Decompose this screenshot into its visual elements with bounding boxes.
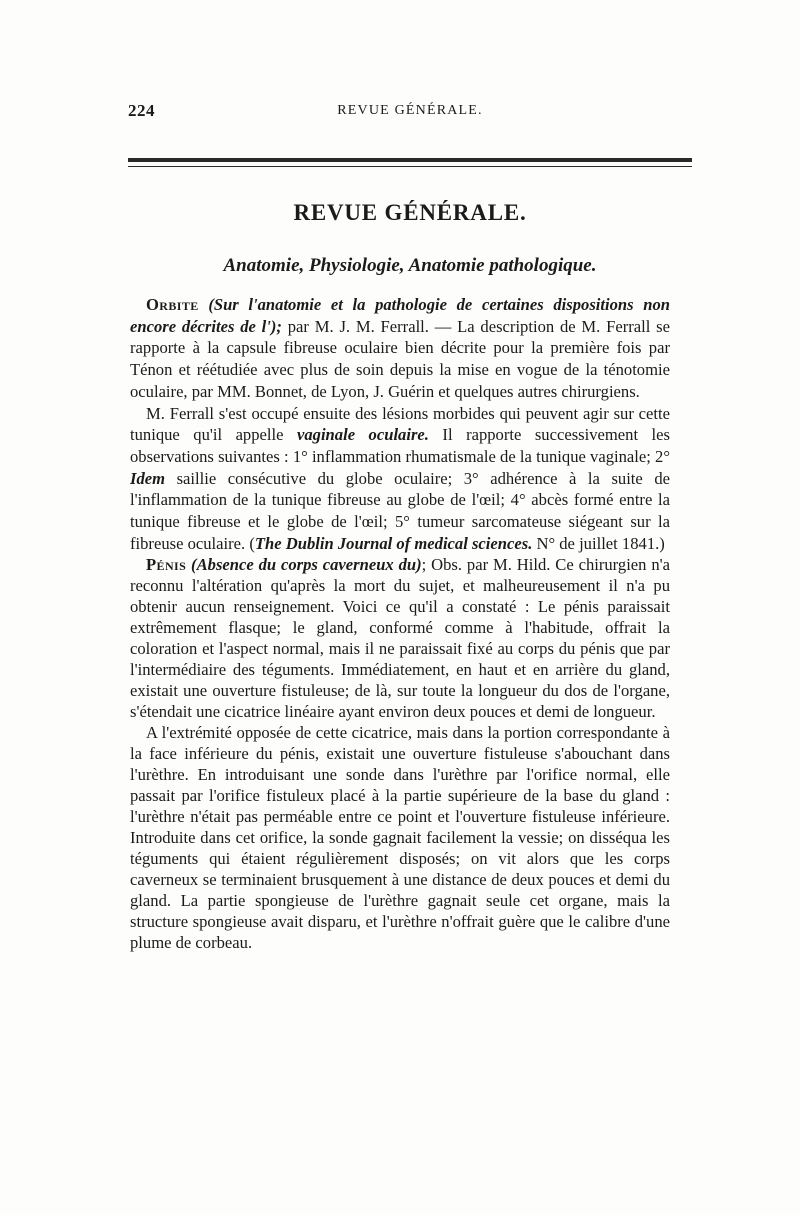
article-penis-paragraph-1 xyxy=(130,554,670,722)
running-head xyxy=(128,101,692,123)
journal-citation: The Dublin Journal of medical sciences. xyxy=(254,533,533,553)
header-rule-thick xyxy=(128,158,692,162)
term-idem: Idem xyxy=(130,468,166,488)
paragraph-text: Il rapporte successivement les observations suivantes : 1° inflammation rhumatismale de la tunique vaginale; 2° xyxy=(130,425,670,466)
article-body xyxy=(130,294,670,953)
paragraph-text: A l'extrémité opposée de cette cicatrice, mais dans la portion correspondante à la face inférieure du pénis, existait une ouverture fistuleuse s'abouchant dans l'urèthre. En introduisant une sonde dans l'urèthre par l'orifice normal, elle passait par l'orifice fistuleux placé à la partie supérieure de la base du gland : l'urèthre n'était pas perméable entre ce point et l'ouverture fistuleuse inférieure. Introduite dans cet orifice, la sonde gagnait facilement la vessie; on disséqua les téguments qui étaient régulièrement disposés; on vit alors que les corps caverneux se terminaient brusquement à une distance de deux pouces et demi du gland. La partie spongieuse de l'urèthre gagnait seule cet organe, mais la structure spongieuse avait disparu, et l'urèthre n'offrait guère que le calibre d'une plume de corbeau. xyxy=(130,723,670,953)
header-rule-thin xyxy=(128,166,692,167)
article-orbite-paragraph-2 xyxy=(130,403,670,555)
article-text-penis: ; Obs. par M. Hild. Ce chirurgien n'a reconnu l'altération qu'après la mort du sujet, et malheureusement il n'a pu obtenir aucun renseignement. Voici ce qu'il a constaté : Le pénis paraissait extrêmement flasque; le gland, conformé comme à l'habitude, offrait la coloration et l'aspect normal, mais il ne paraissait fixé au corps du pénis que par l'intermédiaire des téguments. Immédiatement, en haut et en arrière du gland, existait une ouverture fistuleuse; de là, sur toute la longueur du dos de l'organe, s'étendait une cicatrice linéaire ayant environ deux pouces et demi de longueur. xyxy=(130,555,671,722)
article-penis-paragraph-2 xyxy=(130,722,670,953)
article-subject-orbite: (Sur l'anatomie et la pathologie de certaines dispositions non encore décrites de l'); xyxy=(130,295,670,336)
section-subtitle: Anatomie, Physiologie, Anatomie pathologique. xyxy=(223,255,597,276)
article-orbite-paragraph-1 xyxy=(130,294,670,403)
paragraph-text: saillie consécutive du globe oculaire; 3° adhérence à la suite de l'inflammation de la tunique fibreuse au globe de l'œil; 4° abcès formé entre la tunique fibreuse et le globe de l'œil; 5° tumeur sarcomateuse siégeant sur la fibreuse oculaire. ( xyxy=(130,468,670,553)
page-number: 224 xyxy=(128,101,155,120)
term-vaginale-oculaire: vaginale oculaire. xyxy=(296,425,429,445)
section-title: REVUE GÉNÉRALE. xyxy=(293,200,527,225)
article-heading-penis: Pénis xyxy=(146,555,187,575)
paragraph-text: M. Ferrall s'est occupé ensuite des lésions morbides qui peuvent agir sur cette tunique qu'il appelle xyxy=(130,403,670,445)
running-title: REVUE GÉNÉRALE. xyxy=(337,103,483,118)
article-text-orbite: par M. J. M. Ferrall. — La description de M. Ferrall se rapporte à la capsule fibreuse oculaire bien décrite pour la première fois par Ténon et réétudiée avec plus de soin depuis la mise en vogue de la ténotomie oculaire, par MM. Bonnet, de Lyon, J. Guérin et quelques autres chirurgiens. xyxy=(130,316,670,401)
paragraph-text: N° de juillet 1841.) xyxy=(532,533,665,553)
article-subject-penis: (Absence du corps caverneux du) xyxy=(191,555,422,575)
article-heading-orbite: Orbite xyxy=(146,295,199,314)
